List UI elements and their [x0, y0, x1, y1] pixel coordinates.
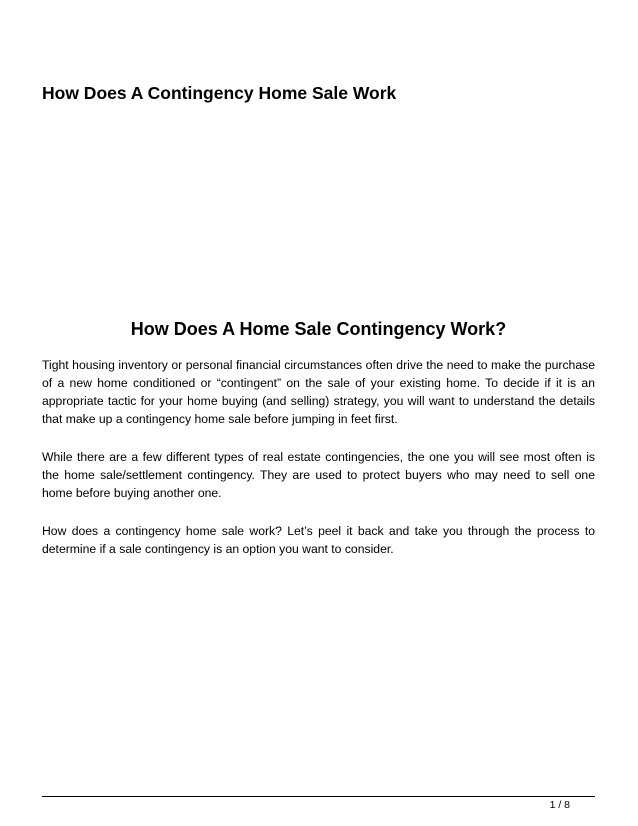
footer-divider	[42, 796, 595, 797]
paragraph-3: How does a contingency home sale work? Let’s peel it back and take you through the process to determine if a sale contingency is an option you want to consider.	[42, 524, 595, 556]
page-number: 1 / 8	[549, 799, 570, 811]
page-title: How Does A Contingency Home Sale Work	[42, 83, 397, 103]
body-text	[42, 356, 595, 578]
paragraph-1: Tight housing inventory or personal financial circumstances often drive the need to make the purchase of a new home conditioned or “contingent” on the sale of your existing home. To decide if it is an appropriate tactic for your home buying (and selling) strategy, you will want to understand the details that make up a contingency home sale before jumping in feet first.	[42, 358, 595, 426]
section-heading: How Does A Home Sale Contingency Work?	[130, 319, 507, 339]
paragraph-2: While there are a few different types of real estate contingencies, the one you will see most often is the home sale/settlement contingency. They are used to protect buyers who may need to sell one home before buying another one.	[42, 450, 595, 500]
